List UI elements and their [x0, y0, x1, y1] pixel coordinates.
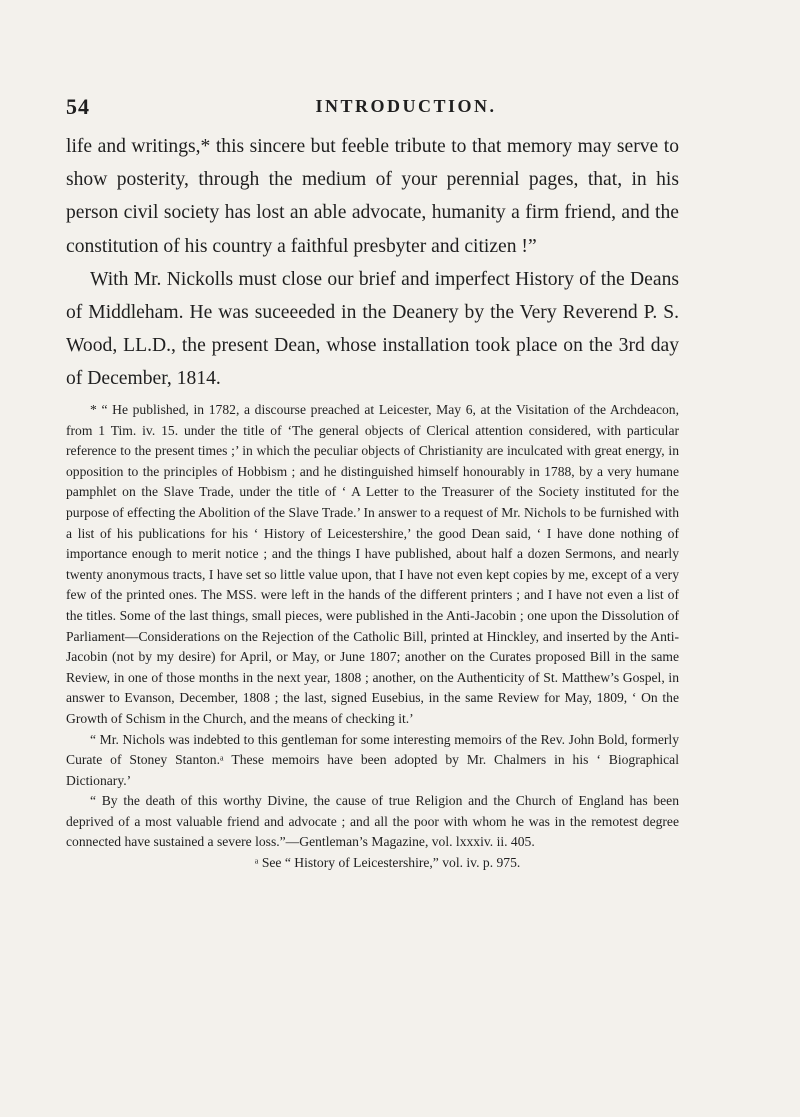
footnote-paragraph: “ Mr. Nichols was indebted to this gentleman for some interesting memoirs of the Rev. John Bold, formerly Curate of Stoney Stanton.ᵃ These memoirs have been adopted by Mr. Chalmers in his ‘ Biographical Dictionary.’ — [66, 731, 679, 788]
main-text — [66, 130, 679, 396]
body-paragraph: With Mr. Nickolls must close our brief and imperfect History of the Deans of Middleham. He was suceeeded in the Deanery by the Very Reverend P. S. Wood, LL.D., the present Dean, whose installation took place on the 3rd day of December, 1814. — [66, 268, 679, 390]
body-paragraph: life and writings,* this sincere but feeble tribute to that memory may serve to show posterity, through the medium of your perennial pages, that, in his person civil society has lost an able advocate, humanity a firm friend, and the constitution of his country a faithful presbyter and citizen !” — [66, 136, 679, 257]
page-number: 54 — [66, 94, 90, 119]
running-title: INTRODUCTION. — [315, 96, 497, 116]
footnote-paragraph: “ By the death of this worthy Divine, the cause of true Religion and the Church of England has been deprived of a most valuable friend and advocate ; and all the poor with whom he was in the remotest degree connected have sustained a severe loss.”—Gentleman’s Magazine, vol. lxxxiv. ii. 405. — [66, 793, 679, 850]
footnotes — [66, 400, 679, 874]
footnote-reference: ᵃ See “ History of Leicestershire,” vol. iv. p. 975. — [254, 855, 521, 871]
running-head — [66, 94, 676, 120]
footnote-paragraph: * “ He published, in 1782, a discourse preached at Leicester, May 6, at the Visitation of the Archdeacon, from 1 Tim. iv. 15. under the title of ‘The general objects of Clerical attention considered, with particular reference to the present times ;’ in which the peculiar objects of Christianity are inculcated with great energy, in opposition to the principles of Hobbism ; and he distinguished himself honourably in 1788, by a very humane pamphlet on the Slave Trade, under the title of ‘ A Letter to the Treasurer of the Society instituted for the purpose of effecting the Abolition of the Slave Trade.’ In answer to a request of Mr. Nichols to be furnished with a list of his publications for his ‘ History of Leicestershire,’ the good Dean said, ‘ I have done nothing of importance enough to merit notice ; and the things I have published, about half a dozen Sermons, and nearly twenty anonymous tracts, I have set so little value upon, that I have not even kept copies by me, except of a very few of the printed ones. The MSS. were left in the hands of the different printers ; and I have not even a list of the titles. Some of the last things, small pieces, were published in the Anti-Jacobin ; one upon the Dissolution of Parliament—Considerations on the Rejection of the Catholic Bill, printed at Hinckley, and inserted by the Anti-Jacobin (not by my desire) for April, or May, or June 1807; another on the Curates proposed Bill in the same Review, in one of those months in the next year, 1808 ; another, on the Authenticity of St. Matthew’s Gospel, in answer to Evanson, December, 1808 ; the last, signed Eusebius, in the same Review for May, 1809, ‘ On the Growth of Schism in the Church, and the means of checking it.’ — [66, 402, 679, 726]
